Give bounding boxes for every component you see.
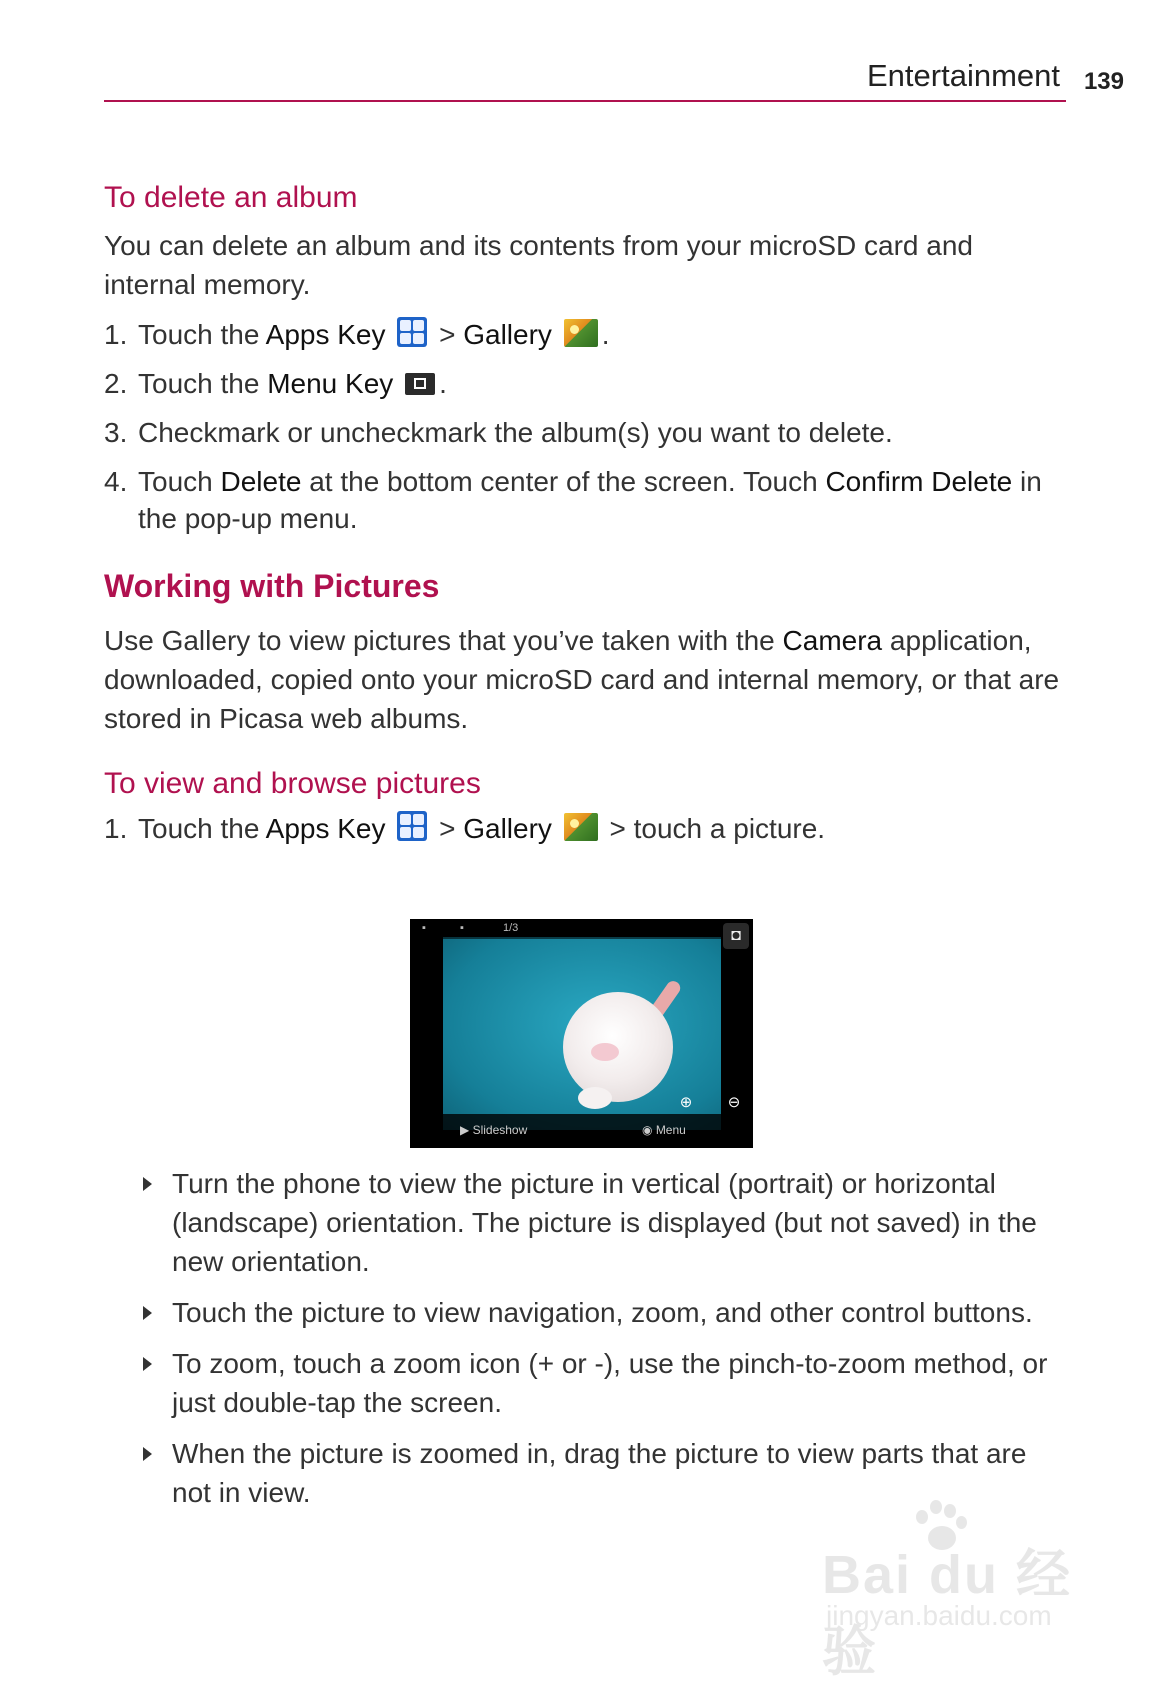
page-number: 139 (1083, 68, 1124, 95)
gallery-icon (564, 813, 598, 841)
slideshow-button[interactable]: ▶ Slideshow (460, 1123, 528, 1137)
list-item: To zoom, touch a zoom icon (+ or -), use the pinch-to-zoom method, or just double-tap the screen. (138, 1344, 1068, 1422)
toy-foot (578, 1087, 612, 1109)
apps-key-icon (397, 317, 427, 347)
step-item: 4. Touch Delete at the bottom center of the screen. Touch Confirm Delete in the pop-up menu. (104, 466, 1042, 534)
watermark-url: jingyan.baidu.com (826, 1600, 1052, 1631)
list-item: Touch the picture to view navigation, zoom, and other control buttons. (138, 1293, 1068, 1332)
step-item: 1. Touch the Apps Key > Gallery . (104, 319, 610, 350)
apps-key-label: Apps Key (265, 813, 386, 845)
working-pictures-heading: Working with Pictures (104, 568, 440, 604)
menu-key-label: Menu Key (267, 368, 394, 399)
step-item: 1. Touch the Apps Key > Gallery > touch a picture. (104, 813, 826, 845)
screenshot-top-bar (410, 919, 753, 939)
tips-list (138, 1164, 1068, 1524)
zoom-out-icon[interactable]: ⊖ (727, 1094, 741, 1111)
menu-key-icon (405, 373, 435, 395)
menu-button[interactable]: ◉ Menu (642, 1123, 686, 1137)
toy-nose (591, 1043, 619, 1061)
screenshot-bottom-bar (410, 1114, 753, 1148)
apps-key-icon (397, 811, 427, 841)
toy-body (563, 992, 673, 1102)
album-icon: ▪ (422, 922, 426, 934)
header-rule (104, 100, 1066, 102)
step-item: 3. Checkmark or uncheckmark the album(s) you want to delete. (104, 417, 893, 448)
apps-key-label: Apps Key (265, 319, 386, 350)
list-item: When the picture is zoomed in, drag the picture to view parts that are not in view. (138, 1434, 1068, 1512)
delete-album-steps (104, 316, 1064, 537)
step-item: 2. Touch the Menu Key . (104, 368, 447, 399)
camera-label: Camera (782, 625, 883, 657)
gallery-icon (564, 319, 598, 347)
bullet-arrow-icon (143, 1177, 152, 1191)
camera-small-icon: ▪ (460, 922, 464, 934)
bullet-arrow-icon (143, 1306, 152, 1320)
view-browse-heading: To view and browse pictures (104, 767, 481, 801)
gallery-screenshot (410, 919, 753, 1148)
zoom-in-icon[interactable]: ⊕ (679, 1094, 693, 1111)
bullet-arrow-icon (143, 1357, 152, 1371)
page-content (104, 180, 1064, 847)
bullet-arrow-icon (143, 1447, 152, 1461)
baidu-watermark (822, 1500, 1092, 1682)
camera-icon[interactable]: ◘ (723, 923, 749, 949)
list-item: Turn the phone to view the picture in vertical (portrait) or horizontal (landscape) orientation. The picture is displayed (but not saved) in the new orientation. (138, 1164, 1068, 1281)
gallery-label: Gallery (463, 319, 552, 350)
view-browse-steps (104, 810, 1064, 847)
delete-label: Delete (220, 466, 302, 497)
image-counter: 1/3 (503, 922, 519, 934)
working-pictures-intro: Use Gallery to view pictures that you’ve taken with the Camera application, downloaded, copied onto your microSD card and internal memory, or that are stored in Picasa web albums. (104, 625, 1060, 735)
watermark-brand: Bai du 经验 (822, 1545, 1073, 1682)
delete-album-intro: You can delete an album and its contents from your microSD card and internal memory. (104, 230, 973, 300)
confirm-delete-label: Confirm Delete (825, 466, 1013, 497)
delete-album-heading: To delete an album (104, 181, 358, 214)
gallery-label: Gallery (463, 813, 552, 845)
section-title: Entertainment (867, 58, 1060, 93)
